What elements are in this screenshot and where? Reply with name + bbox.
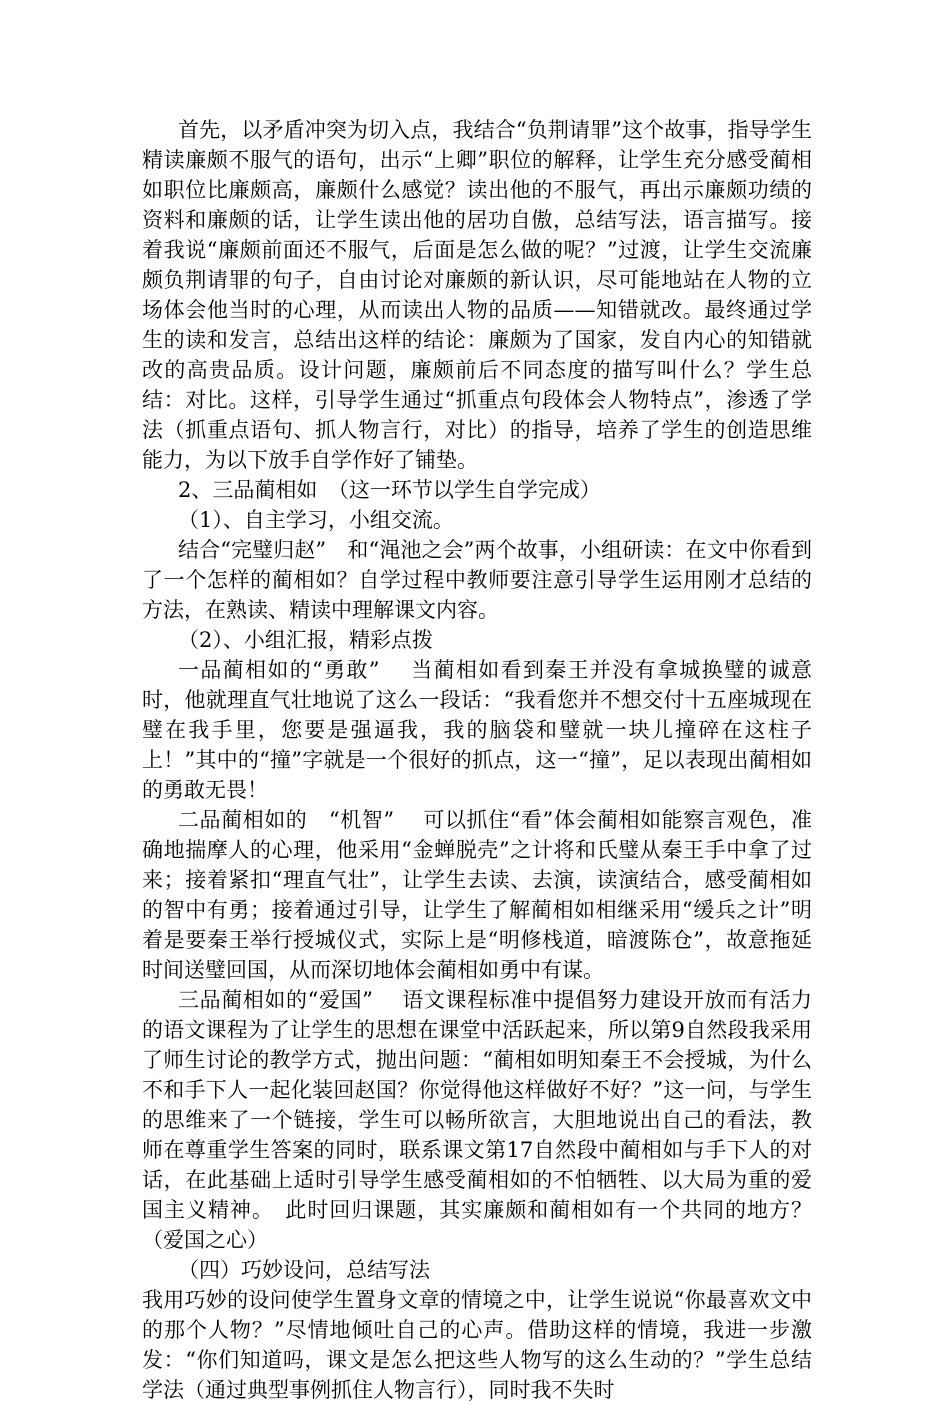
paragraph-subheading-2: （2）、小组汇报，精彩点拨 (178, 628, 433, 652)
paragraph-patriotic: 三品蔺相如的“爱国” 语文课程标准中提倡努力建设开放而有活力的语文课程为了让学生的思想在课堂中活跃起来，所以第9自然段我采用了师生讨论的教学方式，抛出问题：“蔺相如明知秦王不会授城，为什么不和手下人一起化装回赵国？你觉得他这样做好不好？”这一问，与学生的思维来了一个链接，学生可以畅所欲言，大胆地说出自己的看法，教师在尊重学生答案的同时，联系课文第17自然段中蔺相如与手下人的对话，在此基础上适时引导学生感受蔺相如的不怕牺牲、以大局为重的爱国主义精神。 此时回归课题，其实廉颇和蔺相如有一个共同的地方？（爱国之心） (142, 988, 812, 1252)
document-body (142, 115, 812, 1405)
paragraph-self-study: 结合“完璧归赵” 和“渑池之会”两个故事，小组研读：在文中你看到了一个怎样的蔺相如？自学过程中教师要注意引导学生运用刚才总结的方法，在熟读、精读中理解课文内容。 (142, 538, 812, 622)
paragraph-conflict-intro: 首先，以矛盾冲突为切入点，我结合“负荆请罪”这个故事，指导学生精读廉颇不服气的语句，出示“上卿”职位的解释，让学生充分感受蔺相如职位比廉颇高，廉颇什么感觉？读出他的不服气，再出示廉颇功绩的资料和廉颇的话，让学生读出他的居功自傲，总结写法，语言描写。接着我说“廉颇前面还不服气，后面是怎么做的呢？”过渡，让学生交流廉颇负荆请罪的句子，自由讨论对廉颇的新认识，尽可能地站在人物的立场体会他当时的心理，从而读出人物的品质——知错就改。最终通过学生的读和发言，总结出这样的结论：廉颇为了国家，发自内心的知错就改的高贵品质。设计问题，廉颇前后不同态度的描写叫什么？学生总结：对比。这样，引导学生通过“抓重点句段体会人物特点”，渗透了学法（抓重点语句、抓人物言行，对比）的指导，培养了学生的创造思维能力，为以下放手自学作好了铺垫。 (142, 118, 812, 472)
paragraph-brave: 一品蔺相如的“勇敢” 当蔺相如看到秦王并没有拿城换璧的诚意时，他就理直气壮地说了这么一段话：“我看您并不想交付十五座城现在璧在我手里，您要是强逼我，我的脑袋和璧就一块儿撞碎在这柱子上！”其中的“撞”字就是一个很好的抓点，这一“撞”，足以表现出蔺相如的勇敢无畏！ (142, 658, 812, 802)
paragraph-section-heading-2: 2、三品蔺相如 （这一环节以学生自学完成） (178, 478, 601, 502)
paragraph-subheading-1: （1）、自主学习，小组交流。 (178, 508, 454, 532)
paragraph-clever: 二品蔺相如的 “机智” 可以抓住“看”体会蔺相如能察言观色，准确地揣摩人的心理，他采用“金蝉脱壳”之计将和氏璧从秦王手中拿了过来；接着紧扣“理直气壮”，让学生去读、去演，读演结合，感受蔺相如的智中有勇；接着通过引导，让学生了解蔺相如相继采用“缓兵之计”明着是要秦王举行授城仪式，实际上是“明修栈道，暗渡陈仓”，故意拖延时间送璧回国，从而深切地体会蔺相如勇中有谋。 (142, 808, 812, 982)
paragraph-section-heading-4: （四）巧妙设问，总结写法 (178, 1258, 430, 1282)
paragraph-summary: 我用巧妙的设问使学生置身文章的情境之中，让学生说说“你最喜欢文中的那个人物？”尽情地倾吐自己的心声。借助这样的情境，我进一步激发：“你们知道吗，课文是怎么把这些人物写的这么生动的？”学生总结学法（通过典型事例抓住人物言行），同时我不失时 (142, 1288, 812, 1402)
